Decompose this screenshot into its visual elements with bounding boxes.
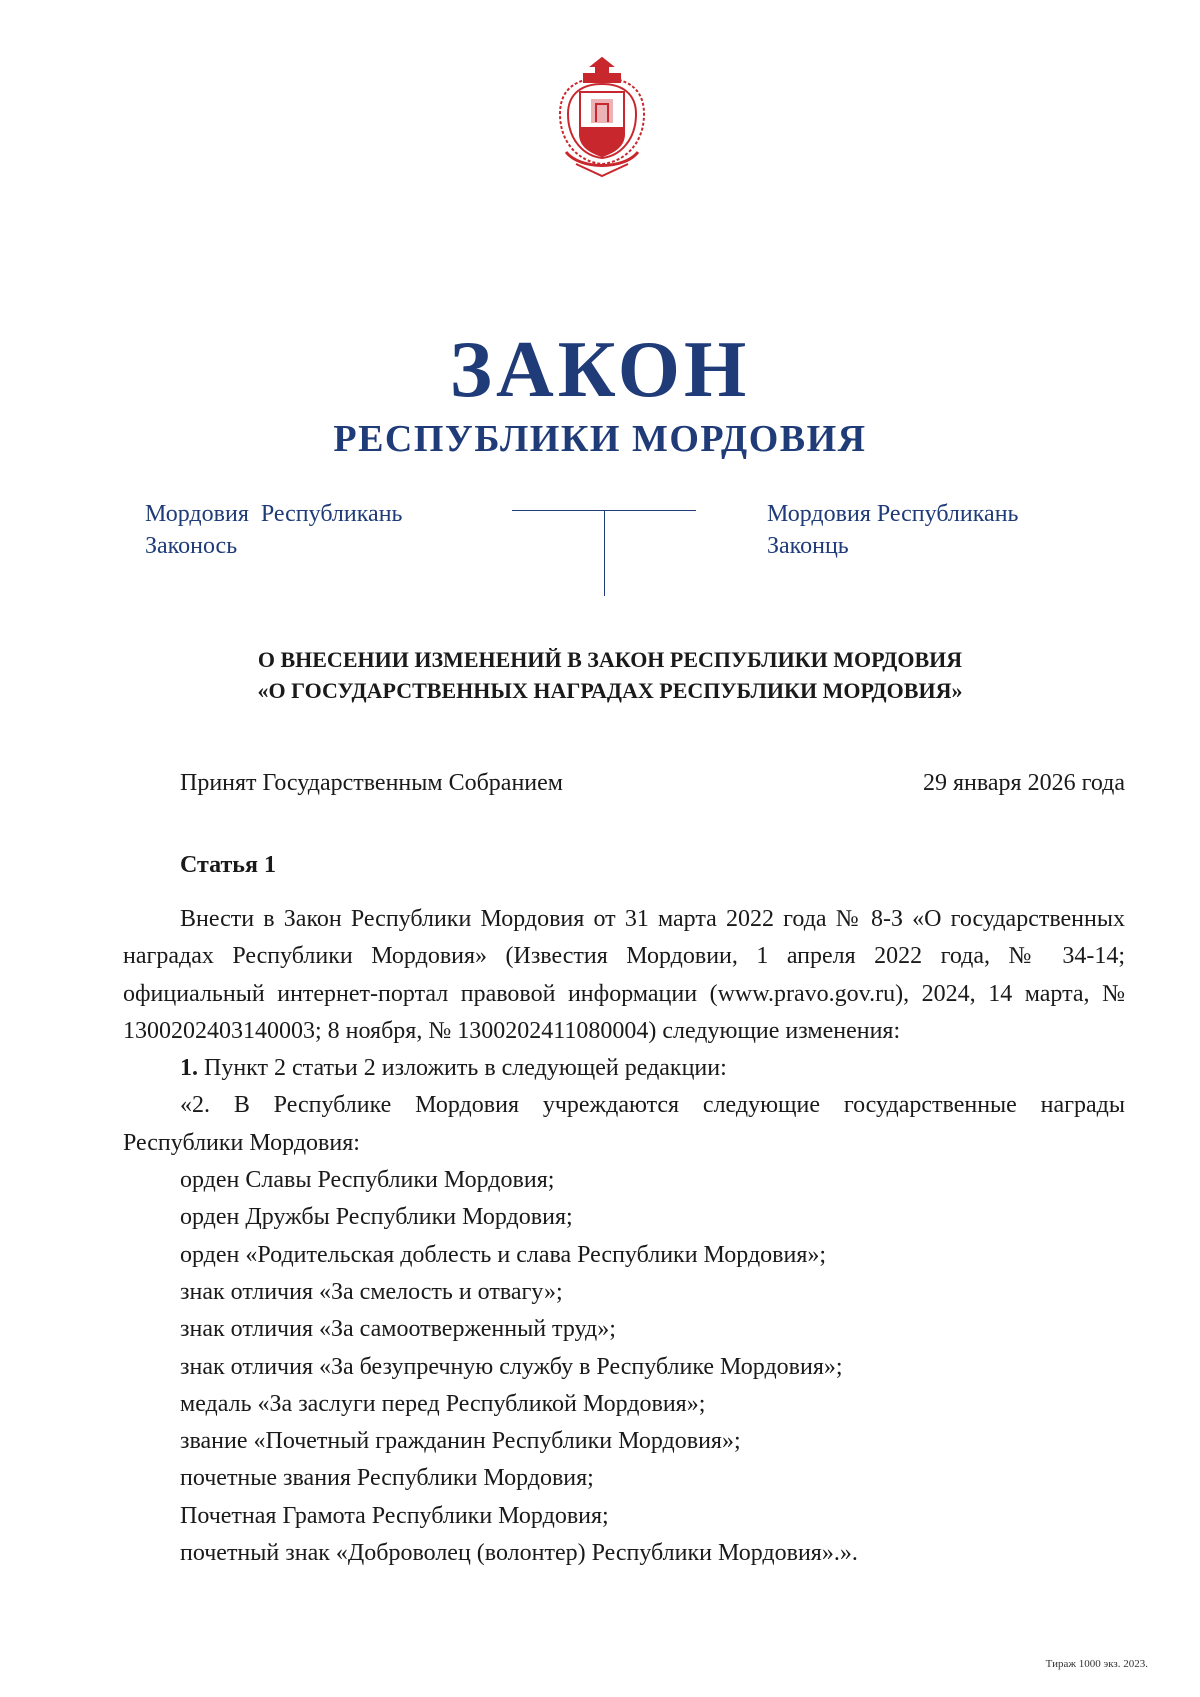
award-item: орден Славы Республики Мордовия; — [180, 1167, 555, 1194]
divider-vertical — [604, 510, 605, 596]
law-title-line2: «О ГОСУДАРСТВЕННЫХ НАГРАДАХ РЕСПУБЛИКИ МОРДОВИЯ» — [257, 678, 963, 703]
moksha-title — [145, 498, 402, 562]
erzya-title-line2: Законць — [767, 533, 849, 559]
moksha-title-line2: Законось — [145, 533, 238, 559]
point-1 — [123, 1050, 1125, 1087]
moksha-title-line1: Мордовия Республикань — [145, 501, 403, 527]
award-item: орден Дружбы Республики Мордовия; — [180, 1204, 573, 1231]
adopted-date: 29 января 2026 года — [922, 770, 1125, 796]
award-item: Почетная Грамота Республики Мордовия; — [180, 1502, 609, 1529]
law-title — [150, 644, 1070, 706]
award-item: почетные звания Республики Мордовия; — [180, 1465, 594, 1492]
award-item: знак отличия «За самоотверженный труд»; — [180, 1316, 616, 1343]
award-item: орден «Родительская доблесть и слава Республики Мордовия»; — [180, 1241, 827, 1268]
erzya-title-line1: Мордовия Республикань — [767, 501, 1019, 527]
award-item: знак отличия «За смелость и отвагу»; — [180, 1278, 563, 1305]
coat-of-arms-emblem — [546, 52, 658, 182]
award-item: знак отличия «За безупречную службу в Республике Мордовия»; — [180, 1353, 843, 1380]
document-title: ЗАКОН — [449, 326, 751, 414]
adopted-by: Принят Государственным Собранием — [180, 770, 563, 796]
award-item: почетный знак «Доброволец (волонтер) Республики Мордовия».». — [180, 1540, 858, 1567]
article-intro: Внести в Закон Республики Мордовия от 31 марта 2022 года № 8-З «О государственных наградах Республики Мордовия» (Известия Мордовии, 1 апреля 2022 года, № 34-14; официальный интернет-портал правовой информации (www.pravo.gov.ru), 2024, 14 марта, № 1300202403140003; 8 ноября, № 1300202411080004) следующие изменения: — [123, 906, 1125, 1044]
article-body — [123, 901, 1125, 1572]
award-item: звание «Почетный гражданин Республики Мордовия»; — [180, 1428, 741, 1455]
point-1-number: 1. — [180, 1055, 198, 1082]
document-subtitle: РЕСПУБЛИКИ МОРДОВИЯ — [333, 418, 867, 460]
erzya-title — [767, 498, 1018, 562]
award-item: медаль «За заслуги перед Республикой Мордовия»; — [180, 1390, 706, 1417]
article-heading: Статья 1 — [180, 852, 276, 878]
law-title-line1: О ВНЕСЕНИИ ИЗМЕНЕНИЙ В ЗАКОН РЕСПУБЛИКИ МОРДОВИЯ — [257, 647, 963, 672]
quote-intro: «2. В Республике Мордовия учреждаются следующие государственные награды Республики Мордовия: — [123, 1092, 1125, 1156]
print-run-note: Тираж 1000 экз. 2023. — [1045, 1658, 1148, 1670]
point-1-text: Пункт 2 статьи 2 изложить в следующей редакции: — [198, 1055, 727, 1082]
awards-list — [123, 1162, 1125, 1572]
